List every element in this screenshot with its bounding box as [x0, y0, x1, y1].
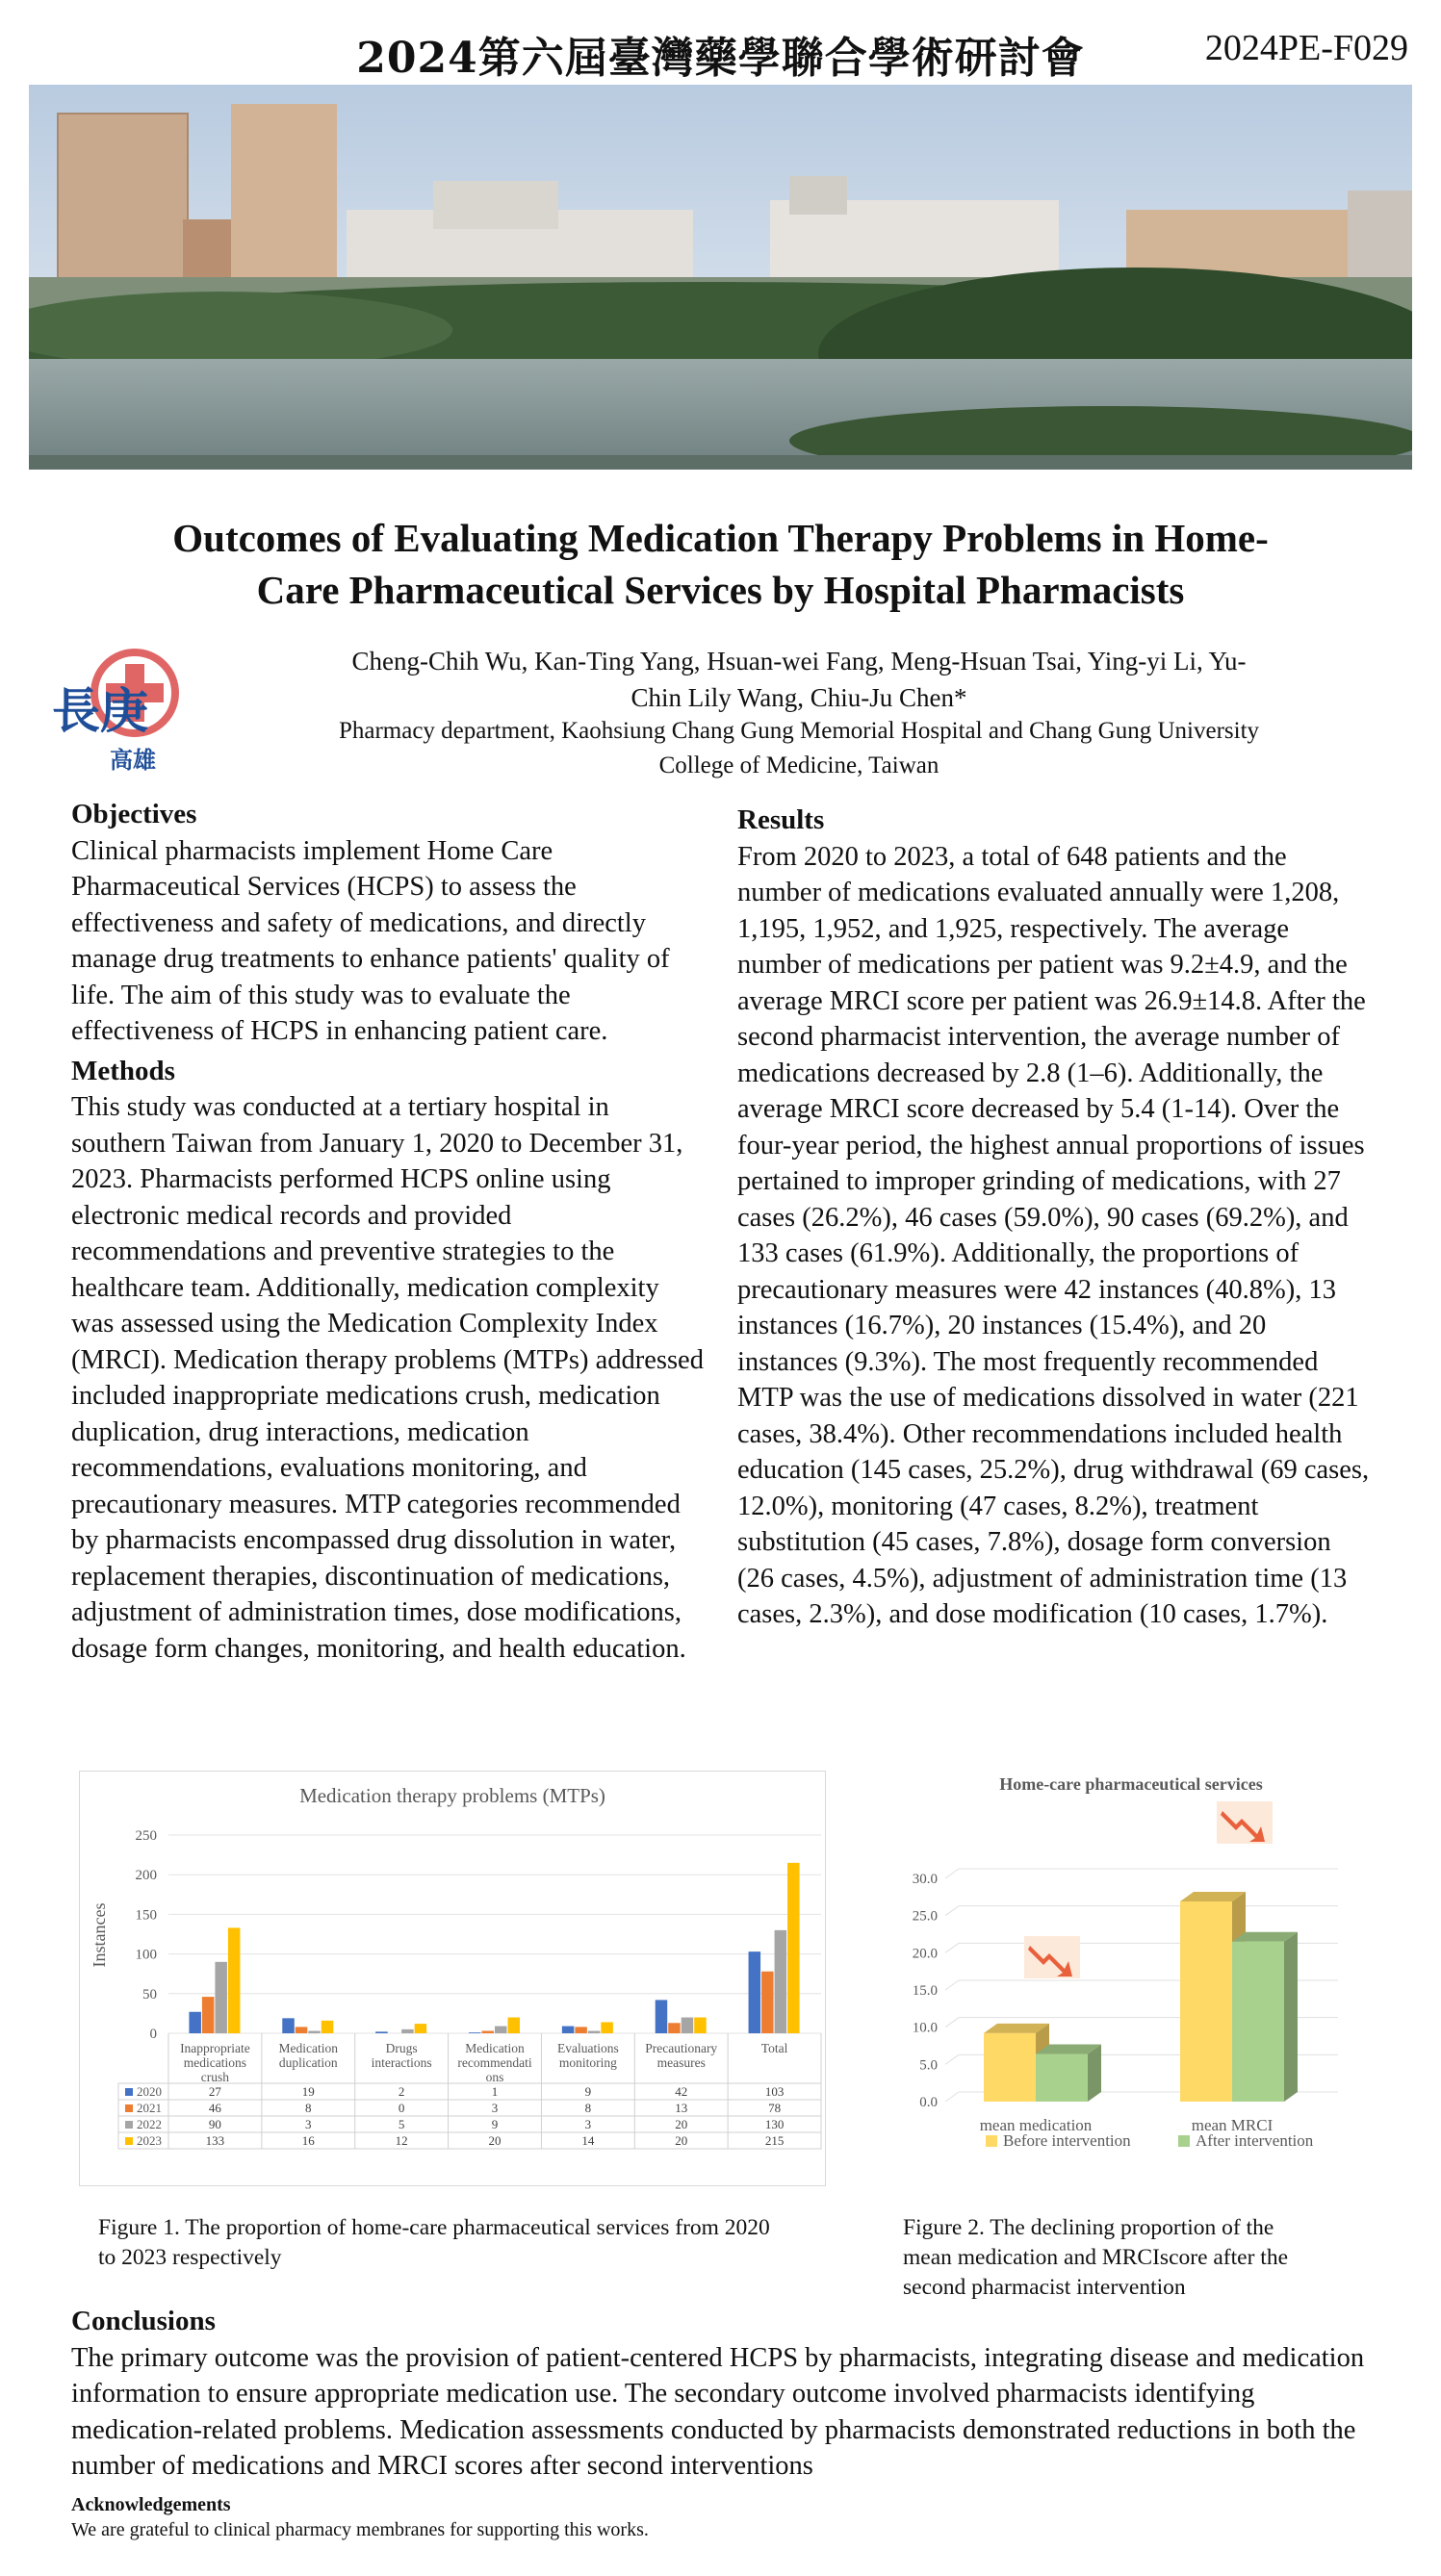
chart2-legend-label: Before intervention [1003, 2131, 1131, 2150]
chart2-gridline [945, 1980, 959, 1990]
methods-text: This study was conducted at a tertiary hospital in southern Taiwan from January 1, 2020 to December 31, 2023. Pharmacists performed HCPS online using electronic medical records and provided recommendations and preventive strategies to the healthcare team. Additionally, medication complexity was assessed using the Medication Complexity Index (MRCI). Medication therapy problems (MTPs) addressed included inappropriate medications crush, medication duplication, drug interactions, medication recommendations, evaluations monitoring, and precautionary measures. MTP categories recommended by pharmacists encompassed drug dissolution in water, replacement therapies, discontinuation of medications, adjustment of administration times, dose modifications, dosage form changes, monitoring, and health education. [71, 1092, 704, 1664]
chart1-table-value: 9 [584, 2084, 592, 2099]
conclusions-heading: Conclusions [71, 2306, 216, 2336]
chart2-gridline [945, 2018, 959, 2028]
chart1-category-label: medications [183, 2055, 247, 2070]
conference-title: 2024第六屆臺灣藥學聯合學術研討會 [356, 34, 1085, 83]
chart1-table-value: 9 [491, 2117, 499, 2131]
chart1-bar-2023-6 [787, 1863, 800, 2033]
right-column [737, 797, 1373, 1633]
affiliation-line-1: Pharmacy department, Kaohsiung Chang Gung Memorial Hospital and Chang Gung University [338, 718, 1260, 744]
chart1-table-value: 3 [491, 2101, 499, 2115]
ack-text: We are grateful to clinical pharmacy membranes for supporting this works. [71, 2519, 649, 2540]
chart1-table-value: 0 [398, 2101, 405, 2115]
chart1-category-label: Precautionary [645, 2041, 718, 2055]
chart1-bar-2020-4 [562, 2027, 575, 2033]
chart1-bar-2023-0 [228, 1927, 241, 2033]
left-column [71, 797, 707, 1667]
chart2-gridline [945, 1906, 959, 1916]
chart2-y-tick-label: 5.0 [919, 2057, 938, 2074]
authors-line-2: Chin Lily Wang, Chiu-Ju Chen* [630, 683, 967, 712]
chart1-y-tick-label: 100 [135, 1947, 157, 1963]
chart2-legend-swatch-1 [1178, 2135, 1190, 2147]
chart1-category-label: crush [200, 2070, 230, 2084]
chart1-category-label: monitoring [558, 2055, 617, 2070]
chart1-table-value: 20 [675, 2133, 688, 2148]
conclusions-section [71, 2304, 1380, 2485]
chart1-category-label: duplication [278, 2055, 338, 2070]
chart1-bar-2022-6 [775, 1930, 787, 2033]
paper-title-line-2: Care Pharmaceutical Services by Hospital Pharmacists [256, 568, 1185, 612]
chart1-y-tick-label: 250 [135, 1828, 157, 1844]
down-trend-arrow-icon [1024, 1936, 1080, 1978]
chart2-category-label: mean medication [979, 2116, 1093, 2134]
affiliation-line-2: College of Medicine, Taiwan [658, 752, 939, 778]
chart1-title: Medication therapy problems (MTPs) [299, 1784, 605, 1807]
chart2-gridline [945, 1869, 959, 1878]
chart1-category-label: Evaluations [556, 2041, 619, 2055]
chart2-y-tick-label: 10.0 [912, 2020, 938, 2036]
chart1-bar-2020-3 [469, 2032, 481, 2033]
chart1-bar-2020-2 [375, 2031, 388, 2033]
chart1-table-value: 14 [581, 2133, 595, 2148]
chart2-y-tick-label: 30.0 [912, 1872, 938, 1887]
chart1-bar-2023-4 [601, 2022, 613, 2033]
chart1-table-value: 133 [205, 2133, 225, 2148]
objectives-text: Clinical pharmacists implement Home Care Pharmaceutical Services (HCPS) to assess the effectiveness and safety of medications, and directly manage drug treatments to enhance patients' quality of life. The aim of this study was to evaluate the effectiveness of HCPS in enhancing patient care. [71, 835, 670, 1046]
chart2-category-label: mean MRCI [1191, 2116, 1274, 2134]
chart1-bar-2020-0 [189, 2012, 201, 2033]
chart1-y-tick-label: 200 [135, 1868, 157, 1884]
chart1-table-value: 8 [305, 2101, 312, 2115]
chart2-bar-side-After intervention-0 [1088, 2045, 1101, 2102]
chart2-y-tick-label: 0.0 [919, 2095, 938, 2110]
chart1-bar-2020-5 [656, 2000, 668, 2033]
chart1-table-value: 215 [764, 2133, 785, 2148]
chart2-legend-label: After intervention [1196, 2131, 1314, 2150]
chart1-category-label: Medication [465, 2041, 525, 2055]
chart1-bar-2023-3 [508, 2018, 521, 2033]
chart1-bar-2022-3 [495, 2027, 507, 2033]
chart1-bar-2022-2 [401, 2029, 414, 2033]
chart2-gridline [945, 2092, 959, 2102]
ack-heading: Acknowledgements [71, 2494, 231, 2515]
chart1-y-tick-label: 50 [142, 1986, 157, 2002]
chart1-table-value: 46 [208, 2101, 221, 2115]
chart1-bar-2021-5 [668, 2023, 681, 2033]
chart1-category-label: recommendati [457, 2055, 532, 2070]
acknowledgements [71, 2492, 1226, 2542]
chart1-category-label: Drugs [385, 2041, 418, 2055]
down-trend-arrow-icon [1217, 1801, 1273, 1844]
chart1-table-value: 78 [768, 2101, 782, 2115]
affiliation [241, 714, 1357, 783]
chart2-bar-Before intervention-0 [984, 2033, 1036, 2102]
chart1-bar-2021-4 [575, 2027, 587, 2033]
results-text: From 2020 to 2023, a total of 648 patients and the number of medications evaluated annually were 1,208, 1,195, 1,952, and 1,925, respectively. The average number of medications per patient was 9.2±4.9, and the average MRCI score per patient was 26.9±14.8. After the second pharmacist intervention, the average number of medications decreased by 2.8 (1–6). Additionally, the average MRCI score decreased by 5.4 (1-14). Over the four-year period, the highest annual proportions of issues pertained to improper grinding of medications, with 27 cases (26.2%), 46 cases (59.0%), 90 cases (69.2%), and 133 cases (61.9%). Additionally, the proportions of precautionary measures were 42 instances (40.8%), 13 instances (16.7%), 20 instances (15.4%), and 20 instances (9.3%). The most frequently recommended MTP was the use of medications dissolved in water (221 cases, 38.4%). Other recommendations included health education (145 cases, 25.2%), drug withdrawal (69 cases, 12.0%), monitoring (47 cases, 8.2%), treatment substitution (45 cases, 7.8%), dosage form conversion (26 cases, 4.5%), adjustment of administration time (13 cases, 2.3%), and dose modification (10 cases, 1.7%). [737, 841, 1370, 1629]
chart1-table-value: 16 [301, 2133, 315, 2148]
chart1-table-value: 130 [764, 2117, 785, 2131]
chart1-legend-label: 2023 [137, 2133, 162, 2148]
authors [241, 643, 1357, 716]
chart1-category-label: Inappropriate [180, 2041, 250, 2055]
chart1-table-value: 2 [398, 2084, 405, 2099]
hospital-banner-photo [29, 85, 1412, 470]
chart1-bar-2023-2 [415, 2024, 427, 2033]
chart1-table-value: 3 [584, 2117, 592, 2131]
paper-title [58, 512, 1383, 616]
chart1-bar-2022-1 [308, 2031, 321, 2033]
figure-1-caption: Figure 1. The proportion of home-care pharmaceutical services from 2020 to 2023 respectively [98, 2215, 770, 2270]
chart2-bar-After intervention-0 [1036, 2054, 1088, 2102]
chang-gung-logo [46, 643, 189, 787]
chart1-category-label: Medication [278, 2041, 339, 2055]
logo-subtext: 高雄 [110, 749, 156, 774]
chart1-bar-2020-6 [749, 1951, 761, 2033]
chart1-bar-2023-1 [322, 2021, 334, 2033]
chart1-y-tick-label: 0 [149, 2027, 157, 2042]
chart2-bar-After intervention-1 [1232, 1942, 1284, 2102]
figure-1-mtp-chart [79, 1771, 826, 2186]
chart2-y-tick-label: 25.0 [912, 1908, 938, 1925]
chart2-legend-swatch-0 [986, 2135, 997, 2147]
chart1-y-axis-label: Instances [90, 1902, 109, 1968]
chart1-table-value: 19 [301, 2084, 315, 2099]
chart1-legend-label: 2022 [137, 2117, 162, 2131]
results-heading: Results [737, 804, 825, 835]
chart1-category-label: interactions [371, 2055, 432, 2070]
chart1-legend-swatch-2020 [125, 2088, 133, 2096]
chart1-table-value: 42 [675, 2084, 688, 2099]
chart1-y-tick-label: 150 [135, 1907, 157, 1924]
chart1-bar-2021-0 [202, 1997, 215, 2033]
figure-2-intervention-chart [886, 1767, 1386, 2181]
chart1-bar-2022-5 [682, 2018, 694, 2033]
chart2-y-tick-label: 20.0 [912, 1946, 938, 1962]
chart1-bar-2020-1 [282, 2018, 295, 2033]
conclusions-text: The primary outcome was the provision of patient-centered HCPS by pharmacists, integrating disease and medication information to ensure appropriate medication use. The secondary outcome involved pharmacists identifying medication-related problems. Medication assessments conducted by pharmacists demonstrated reductions in both the number of medications and MRCI scores after second interventions [71, 2342, 1365, 2481]
chart2-bar-side-After intervention-1 [1284, 1932, 1298, 2102]
chart1-category-label: Total [760, 2041, 788, 2055]
chart1-legend-swatch-2023 [125, 2137, 133, 2145]
paper-title-line-1: Outcomes of Evaluating Medication Therapy Problems in Home- [172, 516, 1269, 560]
chart1-table-value: 90 [208, 2117, 221, 2131]
logo-text: 長庚 [52, 684, 148, 738]
chart1-bar-2022-0 [215, 1962, 227, 2033]
chart1-table-value: 1 [491, 2084, 499, 2099]
chart1-category-label: ons [485, 2070, 504, 2084]
chart1-bar-2023-5 [694, 2018, 707, 2033]
chart1-bar-2021-1 [296, 2027, 308, 2033]
chart1-bar-2022-4 [588, 2031, 601, 2033]
chart1-legend-label: 2020 [137, 2084, 162, 2099]
chart1-bar-2021-6 [761, 1972, 774, 2033]
chart1-bar-2021-3 [482, 2031, 495, 2033]
chart1-table-value: 3 [305, 2117, 312, 2131]
chart1-legend-swatch-2022 [125, 2121, 133, 2129]
chart2-gridline [945, 1943, 959, 1952]
chart1-table-value: 12 [395, 2133, 408, 2148]
chart2-title: Home-care pharmaceutical services [999, 1774, 1263, 1794]
poster-code: 2024PE-F029 [1204, 28, 1408, 68]
chart1-table-value: 8 [584, 2101, 592, 2115]
chart1-table-value: 103 [764, 2084, 785, 2099]
authors-line-1: Cheng-Chih Wu, Kan-Ting Yang, Hsuan-wei Fang, Meng-Hsuan Tsai, Ying-yi Li, Yu- [351, 647, 1247, 676]
chart1-table-value: 5 [398, 2117, 405, 2131]
objectives-heading: Objectives [71, 799, 197, 829]
chart2-bar-Before intervention-1 [1180, 1901, 1232, 2102]
chart1-legend-swatch-2021 [125, 2104, 133, 2112]
figure-2-caption: Figure 2. The declining proportion of the mean medication and MRCIscore after the second pharmacist intervention [903, 2215, 1289, 2300]
methods-heading: Methods [71, 1055, 175, 1086]
chart1-table-value: 20 [675, 2117, 688, 2131]
chart1-table-value: 20 [488, 2133, 502, 2148]
chart1-category-label: measures [656, 2055, 706, 2070]
chart1-table-value: 27 [208, 2084, 221, 2099]
chart2-y-tick-label: 15.0 [912, 1983, 938, 1999]
chart1-table-value: 13 [675, 2101, 688, 2115]
chart2-gridline [945, 2054, 959, 2064]
chart1-legend-label: 2021 [137, 2101, 162, 2115]
